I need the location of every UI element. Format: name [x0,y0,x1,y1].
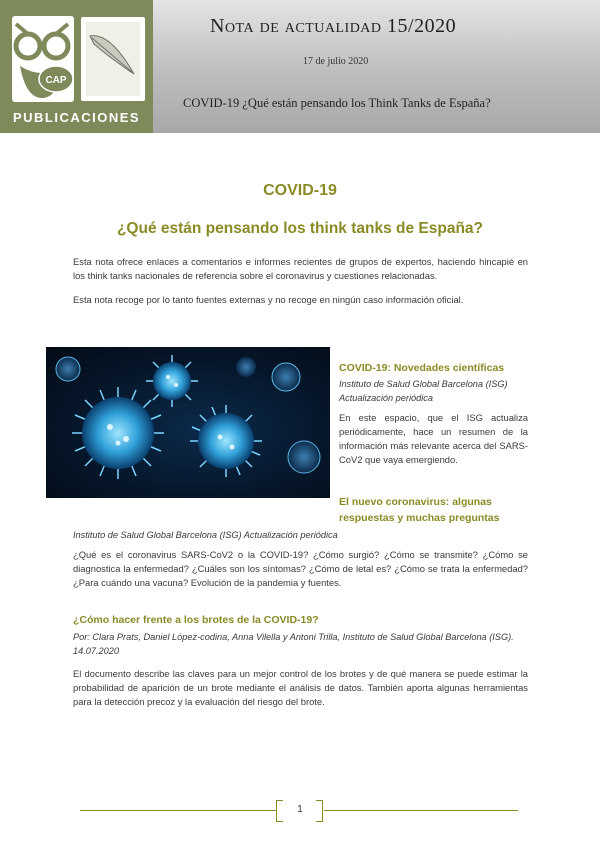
page-title: COVID-19 [263,182,337,199]
section-3-title: ¿Cómo hacer frente a los brotes de la COVID-19? [73,614,319,626]
footer-rule-left [80,810,276,811]
footer-bracket-left [276,800,283,822]
section-1-frequency: Actualización periódica [339,393,433,403]
section-3-body: El documento describe las claves para un mejor control de los brotes y de qué manera se puede estimar la probabilidad de aparición de un brote mediante el análisis de datos. También aporta algunas herramientas para la detección precoz y la evaluación del riesgo del brote. [73,668,528,707]
nota-title [210,15,500,38]
section-2-title-line-1: El nuevo coronavirus: algunas [339,496,492,508]
section-2-source: Instituto de Salud Global Barcelona (ISG) Actualización periódica [73,530,338,540]
cap-badge [38,64,74,94]
footer-bracket-right [316,800,323,822]
cap-logo [0,0,153,133]
nota-prefix: Nota de actualidad [210,15,382,37]
intro-paragraph-2: Esta nota recoge por lo tanto fuentes externas y no recoge en ningún caso información oficial. [73,294,464,305]
cap-badge-text: CAP [45,75,67,86]
nota-subtitle: COVID-19 ¿Qué están pensando los Think Tanks de España? [183,96,491,110]
nota-number: 15/2020 [387,15,457,37]
coronavirus-image [46,347,330,498]
section-1-title: COVID-19: Novedades científicas [339,362,505,374]
section-2-body: ¿Qué es el coronavirus SARS-CoV2 o la COVID-19? ¿Cómo surgió? ¿Cómo se transmite? ¿Cómo se diagnostica la enfermedad? ¿Cuáles son los síntomas? ¿Cómo de letal es? ¿Cómo se trata la enfermedad? ¿Para cuándo una vacuna? Evolución de la pandemia y fuentes. [73,549,528,588]
page-subtitle: ¿Qué están pensando los think tanks de España? [116,220,484,237]
logo-wordmark: PUBLICACIONES [12,110,141,125]
section-2-title-line-2: respuestas y muchas preguntas [339,512,500,524]
section-3-authors: Por: Clara Prats, Daniel López-codina, Anna Vilella y Antoni Trilla, Instituto de Salud Global Barcelona (ISG). 14.07.2020 [73,632,514,656]
footer-rule-right [324,810,518,811]
section-1-source: Instituto de Salud Global Barcelona (ISG) [339,379,508,389]
owl-leaf-icon [10,14,148,106]
virus-illustration-icon [46,347,330,498]
section-1-body: En este espacio, que el ISG actualiza periódicamente, hace un resumen de la información más relevante acerca del SARS-CoV2 que vaya emergiendo. [339,412,528,465]
page-number: 1 [297,804,303,815]
nota-date: 17 de julio 2020 [303,56,369,67]
intro-paragraph-1: Esta nota ofrece enlaces a comentarios e informes recientes de grupos de expertos, haciendo hincapié en los think tanks nacionales de referencia sobre el coronavirus y cuestiones relacionadas. [73,256,528,281]
